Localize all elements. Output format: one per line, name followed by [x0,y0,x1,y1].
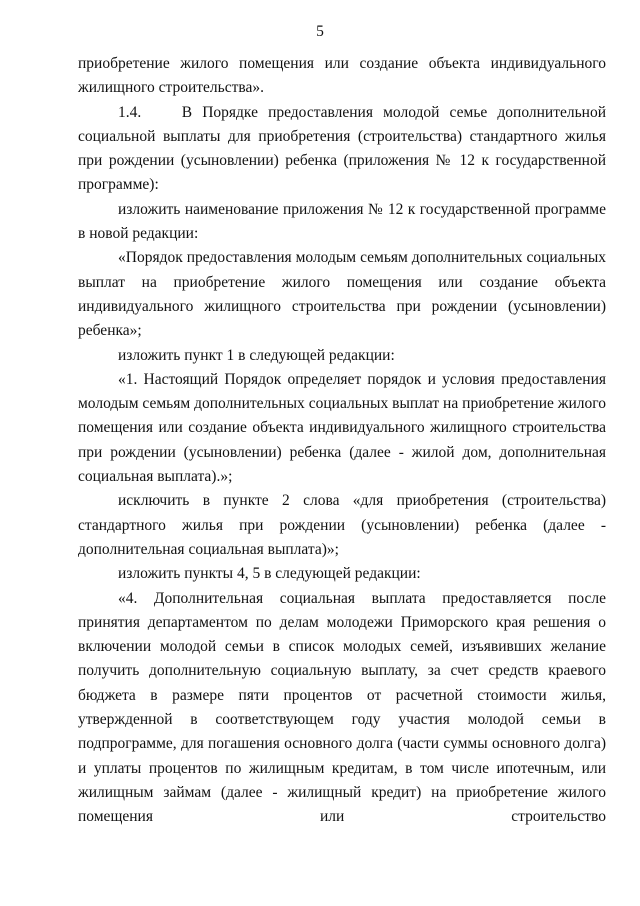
paragraph-item-2-exclusion: исключить в пункте 2 слова «для приобретения (строительства) стандартного жилья при рождении (усыновлении) ребенка (далее - дополнительная социальная выплата)»; [78,492,606,558]
paragraph-continuation: приобретение жилого помещения или создание объекта индивидуального жилищного строительства». [78,55,606,97]
document-body [78,52,606,830]
page-number: 5 [316,23,324,40]
paragraph-item-1-4: 1.4. В Порядке предоставления молодой семье дополнительной социальной выплаты для приобретения (строительства) стандартного жилья при рождении (усыновлении) ребенка (приложения № 12 к государственной программе): [78,103,606,194]
paragraph-item-1-text: «1. Настоящий Порядок определяет порядок и условия предоставления молодым семьям дополнительных социальных выплат на приобретение жилого помещения или создание объекта индивидуального жилищного строительства при рождении (усыновлении) ребенка (далее - жилой дом, дополнительная социальная выплата).»; [78,370,606,486]
paragraph-items-4-5-instruction: изложить пункты 4, 5 в следующей редакции: [118,565,421,583]
paragraph-new-title: «Порядок предоставления молодым семьям дополнительных социальных выплат на приобретение жилого помещения или создание объекта индивидуального жилищного строительства при рождении (усыновлении) ребенка»; [78,249,606,340]
paragraph-item-1-instruction: изложить пункт 1 в следующей редакции: [118,346,395,364]
paragraph-rename-annex: изложить наименование приложения № 12 к государственной программе в новой редакции: [78,200,606,243]
paragraph-item-4-text: «4. Дополнительная социальная выплата предоставляется после принятия департаментом по делам молодежи Приморского края решения о включении молодой семьи в список молодых семей, изъявивших желание получить дополнительную социальную выплату, за счет средств краевого бюджета в размере пяти процентов от расчетной стоимости жилья, утвержденной в соответствующем году участия молодой семьи в подпрограмме, для погашения основного долга (части суммы основного долга) и уплаты процентов по жилищным кредитам, в том числе ипотечным, или жилищным займам (далее - жилищный кредит) на приобретение жилого помещения или строительство [78,589,606,826]
